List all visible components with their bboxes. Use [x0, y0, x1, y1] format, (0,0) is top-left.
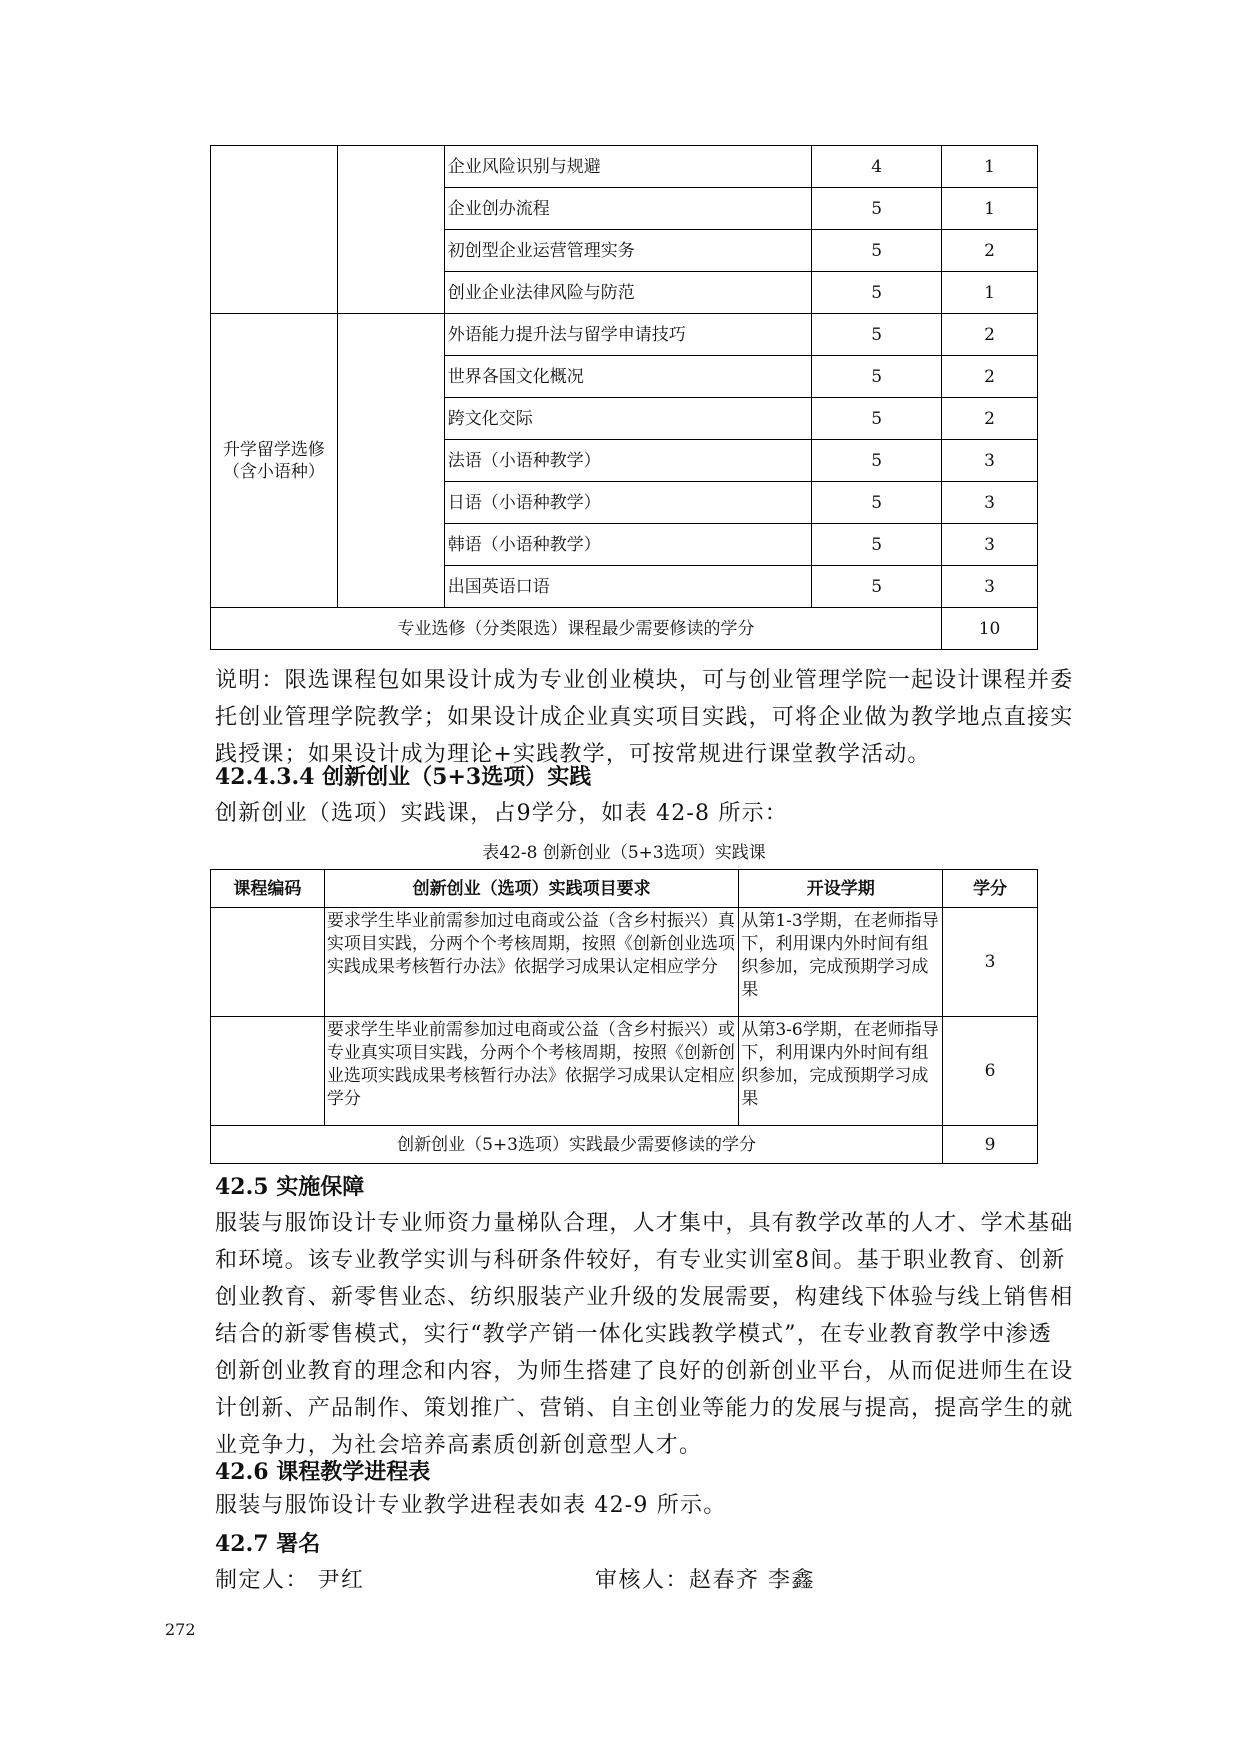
course-credit: 1: [942, 188, 1038, 230]
page-number: 272: [165, 1620, 196, 1639]
section-heading-42-6: 42.6 课程教学进程表: [215, 1459, 431, 1485]
table-row: [211, 908, 1038, 1017]
project-requirement: 要求学生毕业前需参加过电商或公益（含乡村振兴）真实项目实践，分两个个考核周期，按照《创新创业选项实践成果考核暂行办法》依据学习成果认定相应学分: [324, 908, 738, 1017]
course-credit: 3: [942, 566, 1038, 608]
offering-semester: 从第1-3学期，在老师指导下，利用课内外时间有组织参加，完成预期学习成果: [739, 908, 943, 1017]
course-semester: 5: [812, 188, 942, 230]
course-name: 法语（小语种教学）: [444, 440, 812, 482]
course-credit: 1: [942, 272, 1038, 314]
header-requirement: 创新创业（选项）实践项目要求: [324, 870, 738, 908]
table-caption: 表42-8 创新创业（5+3选项）实践课: [482, 843, 766, 863]
course-name: 外语能力提升法与留学申请技巧: [444, 314, 812, 356]
course-semester: 5: [812, 272, 942, 314]
total-label: 专业选修（分类限选）课程最少需要修读的学分: [211, 608, 942, 650]
section-heading-42-5: 42.5 实施保障: [215, 1174, 365, 1200]
course-semester: 5: [812, 398, 942, 440]
course-credit: 3: [942, 482, 1038, 524]
section-heading-42-7: 42.7 署名: [215, 1531, 321, 1557]
signature-maker: 制定人： 尹红: [215, 1568, 365, 1593]
table-total-row: [211, 1126, 1038, 1164]
table-row: [211, 1017, 1038, 1126]
course-semester: 5: [812, 356, 942, 398]
course-semester: 5: [812, 566, 942, 608]
course-credit: 3: [942, 440, 1038, 482]
course-semester: 5: [812, 230, 942, 272]
project-requirement: 要求学生毕业前需参加过电商或公益（含乡村振兴）或专业真实项目实践，分两个个考核周期，按照《创新创业选项实践成果考核暂行办法》依据学习成果认定相应学分: [324, 1017, 738, 1126]
elective-course-table: [210, 145, 1038, 650]
course-name: 创业企业法律风险与防范: [444, 272, 812, 314]
practice-intro: 创新创业（选项）实践课，占9学分，如表 42-8 所示：: [215, 801, 789, 826]
course-name: 跨文化交际: [444, 398, 812, 440]
course-code: [211, 1017, 325, 1126]
table-total-row: [211, 608, 1038, 650]
course-credit: 3: [942, 524, 1038, 566]
table-row: [211, 314, 1038, 356]
course-name: 韩语（小语种教学）: [444, 524, 812, 566]
signature-reviewer: 审核人：赵春齐 李鑫: [595, 1568, 815, 1593]
course-name: 企业风险识别与规避: [444, 146, 812, 188]
course-credit: 2: [942, 356, 1038, 398]
schedule-paragraph: 服装与服饰设计专业教学进程表如表 42-9 所示。: [215, 1493, 727, 1518]
course-credit: 6: [943, 1017, 1038, 1126]
table-row: [211, 146, 1038, 188]
course-credit: 1: [942, 146, 1038, 188]
course-credit: 3: [943, 908, 1038, 1017]
total-value: 9: [943, 1126, 1038, 1164]
implementation-paragraph: 服装与服饰设计专业师资力量梯队合理，人才集中，具有教学改革的人才、学术基础和环境。该专业教学实训与科研条件较好，有专业实训室8间。基于职业教育、创新创业教育、新零售业态、纺织服装产业升级的发展需要，构建线下体验与线上销售相结合的新零售模式，实行“教学产销一体化实践教学模式”，在专业教育教学中渗透创新创业教育的理念和内容，为师生搭建了良好的创新创业平台，从而促进师生在设计创新、产品制作、策划推广、营销、自主创业等能力的发展与提高，提高学生的就业竞争力，为社会培养高素质创新创意型人才。: [215, 1211, 1074, 1458]
course-name: 世界各国文化概况: [444, 356, 812, 398]
practice-course-table: [210, 869, 1038, 1164]
course-credit: 2: [942, 314, 1038, 356]
course-semester: 5: [812, 482, 942, 524]
group-label: 升学留学选修（含小语种）: [211, 314, 338, 608]
total-value: 10: [942, 608, 1038, 650]
table-header-row: [211, 870, 1038, 908]
code-cell: [337, 314, 444, 608]
course-credit: 2: [942, 398, 1038, 440]
course-name: 出国英语口语: [444, 566, 812, 608]
course-name: 日语（小语种教学）: [444, 482, 812, 524]
total-label: 创新创业（5+3选项）实践最少需要修读的学分: [211, 1126, 943, 1164]
course-name: 企业创办流程: [444, 188, 812, 230]
code-cell: [337, 146, 444, 314]
course-semester: 5: [812, 524, 942, 566]
course-semester: 5: [812, 440, 942, 482]
course-semester: 4: [812, 146, 942, 188]
header-semester: 开设学期: [739, 870, 943, 908]
category-cell: [211, 146, 338, 314]
note-paragraph: 说明：限选课程包如果设计成为专业创业模块，可与创业管理学院一起设计课程并委托创业管理学院教学；如果设计成企业真实项目实践，可将企业做为教学地点直接实践授课；如果设计成为理论+实践教学，可按常规进行课堂教学活动。: [215, 668, 1074, 767]
course-name: 初创型企业运营管理实务: [444, 230, 812, 272]
course-code: [211, 908, 325, 1017]
section-heading-42-4-3-4: 42.4.3.4 创新创业（5+3选项）实践: [215, 764, 592, 790]
course-semester: 5: [812, 314, 942, 356]
offering-semester: 从第3-6学期，在老师指导下，利用课内外时间有组织参加，完成预期学习成果: [739, 1017, 943, 1126]
header-code: 课程编码: [211, 870, 325, 908]
course-credit: 2: [942, 230, 1038, 272]
header-credit: 学分: [943, 870, 1038, 908]
